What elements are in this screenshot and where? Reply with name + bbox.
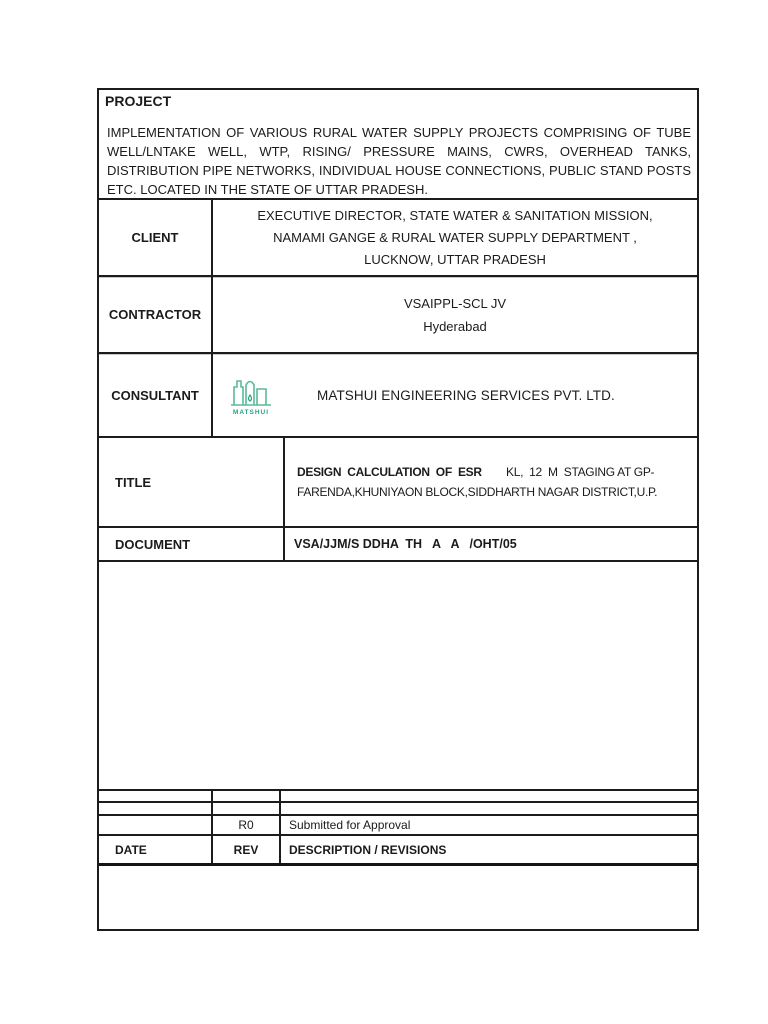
document-row <box>99 528 697 562</box>
bottom-empty-cell <box>99 866 697 929</box>
client-value-cell <box>213 200 697 275</box>
revision-header-row <box>99 836 697 866</box>
client-row <box>99 200 697 277</box>
revision-description-value: Submitted for Approval <box>289 818 411 832</box>
title-label: TITLE <box>115 474 152 490</box>
title-line-1-bold: DESIGN CALCULATION OF ESR <box>297 465 482 479</box>
document-value-cell <box>285 528 697 560</box>
revision-rev-value: R0 <box>213 816 281 834</box>
contractor-line: VSAIPPL-SCL JV <box>403 295 507 311</box>
consultant-label-cell <box>99 354 213 436</box>
project-description <box>105 123 692 199</box>
title-value-cell <box>285 438 697 526</box>
contractor-row <box>99 277 697 354</box>
project-line: WELL/LNTAKE WELL, WTP, RISING/ PRESSURE MAINS, CWRS, OVERHEAD TANKS, <box>107 144 691 159</box>
revision-rev-cell <box>213 803 281 814</box>
consultant-value-cell <box>213 354 697 436</box>
project-line: IMPLEMENTATION OF VARIOUS RURAL WATER SUPPLY PROJECTS COMPRISING OF TUBE <box>107 125 691 140</box>
client-label-cell <box>99 200 213 275</box>
client-line: EXECUTIVE DIRECTOR, STATE WATER & SANITATION MISSION, <box>257 207 653 223</box>
title-block-table <box>97 88 699 931</box>
project-row <box>99 90 697 200</box>
contractor-value-cell <box>213 277 697 352</box>
project-line: ETC. LOCATED IN THE STATE OF UTTAR PRADESH. <box>107 182 428 197</box>
rev-header: REV <box>213 836 281 863</box>
empty-body-cell <box>99 562 697 791</box>
client-line: LUCKNOW, UTTAR PRADESH <box>364 251 546 267</box>
consultant-row <box>99 354 697 438</box>
document-number: VSA/JJM/S DDHA TH A A /OHT/05 <box>294 537 517 551</box>
contractor-label-cell <box>99 277 213 352</box>
revision-empty-row <box>99 791 697 803</box>
revision-date-cell <box>99 803 213 814</box>
matshui-logo-text: MATSHUI <box>232 409 270 416</box>
consultant-label: CONSULTANT <box>111 387 199 403</box>
revision-rev-cell <box>213 791 281 801</box>
project-label: PROJECT <box>105 93 172 109</box>
client-line: NAMAMI GANGE & RURAL WATER SUPPLY DEPARTMENT , <box>273 229 637 245</box>
contractor-label: CONTRACTOR <box>108 307 202 322</box>
revision-date-cell <box>99 816 213 834</box>
project-line: DISTRIBUTION PIPE NETWORKS, INDIVIDUAL HOUSE CONNECTIONS, PUBLIC STAND POSTS <box>107 163 691 178</box>
matshui-logo-icon <box>229 374 273 408</box>
revision-date-cell <box>99 791 213 801</box>
title-label-cell <box>99 438 285 526</box>
matshui-logo <box>227 374 275 416</box>
revision-empty-row <box>99 803 697 816</box>
title-line-2: FARENDA,KHUNIYAON BLOCK,SIDDHARTH NAGAR DISTRICT,U.P. <box>297 485 658 499</box>
description-header: DESCRIPTION / REVISIONS <box>289 842 447 857</box>
document-label-cell <box>99 528 285 560</box>
title-row <box>99 438 697 528</box>
revision-description-cell <box>281 791 697 801</box>
date-header: DATE <box>99 836 213 863</box>
document-label: DOCUMENT <box>115 536 191 552</box>
contractor-line: Hyderabad <box>423 318 487 334</box>
consultant-company-name: MATSHUI ENGINEERING SERVICES PVT. LTD. <box>317 387 615 403</box>
client-label: CLIENT <box>131 230 179 245</box>
revision-description-cell <box>281 803 697 814</box>
revision-approval-row <box>99 816 697 836</box>
title-line-1 <box>297 462 697 482</box>
title-line-1-rest: KL, 12 M STAGING AT GP- <box>481 465 655 479</box>
